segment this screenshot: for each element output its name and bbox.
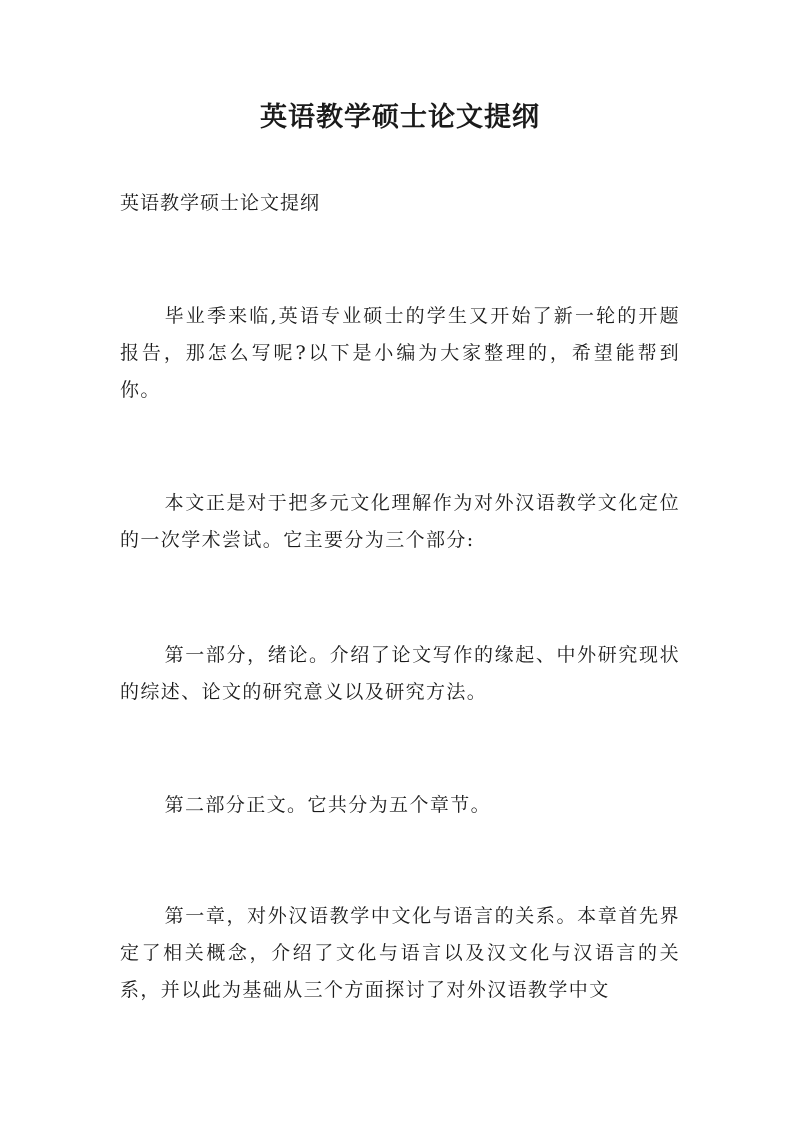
paragraph-part-one: 第一部分，绪论。介绍了论文写作的缘起、中外研究现状的综述、论文的研究意义以及研究方法。: [120, 644, 680, 703]
document-subtitle: 英语教学硕士论文提纲: [120, 192, 321, 214]
paragraph-chapter-one: 第一章，对外汉语教学中文化与语言的关系。本章首先界定了相关概念，介绍了文化与语言以及汉文化与汉语言的关系，并以此为基础从三个方面探讨了对外汉语教学中文: [120, 905, 680, 1001]
paragraph-overview: 本文正是对于把多元文化理解作为对外汉语教学文化定位的一次学术尝试。它主要分为三个部分:: [120, 492, 680, 551]
document-title: 英语教学硕士论文提纲: [260, 102, 540, 133]
paragraph-intro: 毕业季来临,英语专业硕士的学生又开始了新一轮的开题报告，那怎么写呢?以下是小编为大家整理的，希望能帮到你。: [120, 305, 680, 401]
paragraph-part-two: 第二部分正文。它共分为五个章节。: [164, 794, 492, 816]
